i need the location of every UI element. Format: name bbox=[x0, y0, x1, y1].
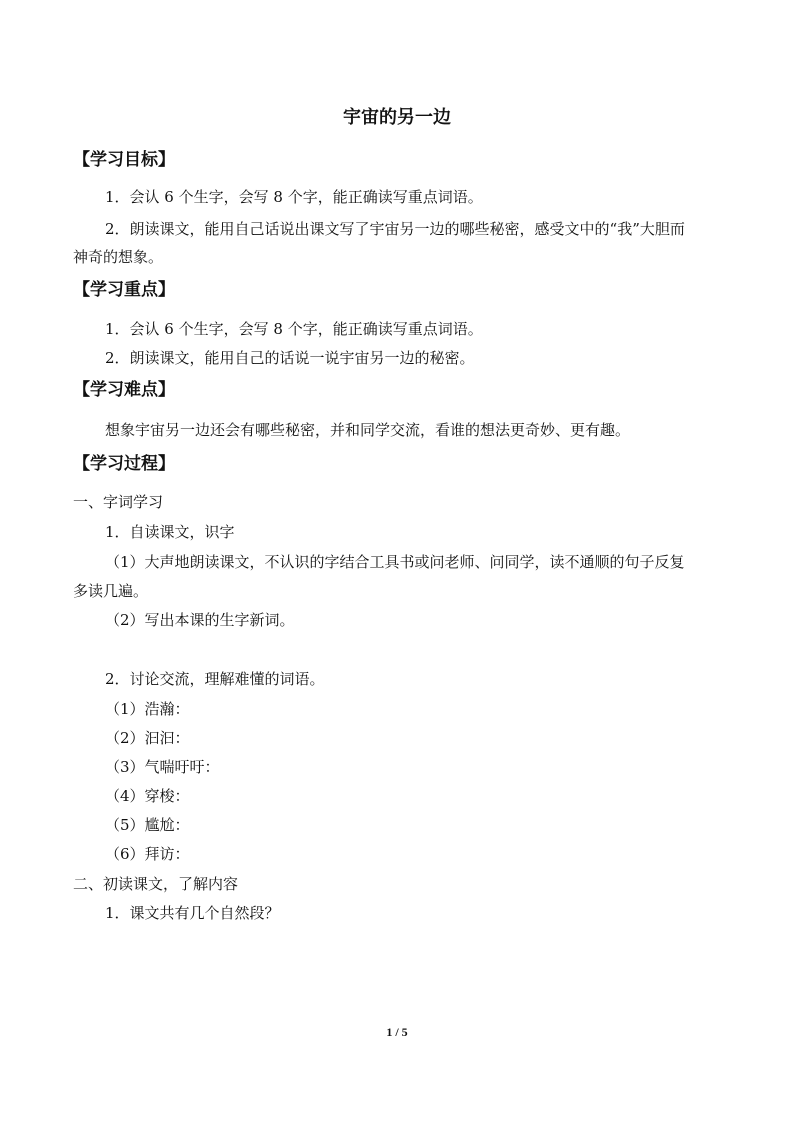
process-part-2-step-1: 1．课文共有几个自然段？ bbox=[105, 904, 280, 922]
page-number: 1 / 5 bbox=[386, 1025, 408, 1039]
process-part-2-heading: 二、初读课文，了解内容 bbox=[73, 875, 239, 893]
process-step-2: 2．讨论交流，理解难懂的词语。 bbox=[105, 670, 325, 688]
section-heading-process: 【学习过程】 bbox=[73, 454, 175, 474]
goals-item-2: 2．朗读课文，能用自己话说出课文写了宇宙另一边的哪些秘密，感受文中的“我”大胆而 bbox=[105, 220, 685, 238]
section-heading-difficulties: 【学习难点】 bbox=[73, 380, 175, 400]
vocab-item-5: （5）尴尬： bbox=[105, 816, 190, 834]
process-step-1: 1．自读课文，识字 bbox=[105, 523, 235, 541]
goals-item-2-continued: 神奇的想象。 bbox=[73, 248, 164, 266]
section-heading-goals: 【学习目标】 bbox=[73, 150, 175, 170]
goals-item-1: 1．会认 6 个生字，会写 8 个字，能正确读写重点词语。 bbox=[105, 188, 483, 206]
vocab-item-2: （2）汩汩： bbox=[105, 729, 190, 747]
key-points-item-1: 1．会认 6 个生字，会写 8 个字，能正确读写重点词语。 bbox=[105, 320, 483, 338]
vocab-item-4: （4）穿梭： bbox=[105, 787, 190, 805]
vocab-item-1: （1）浩瀚： bbox=[105, 700, 190, 718]
process-step-1-sub-1-continued: 多读几遍。 bbox=[73, 582, 149, 600]
section-heading-key-points: 【学习重点】 bbox=[73, 280, 175, 300]
process-part-1-heading: 一、字词学习 bbox=[73, 493, 164, 511]
process-step-1-sub-2: （2）写出本课的生字新词。 bbox=[105, 611, 295, 629]
key-points-item-2: 2．朗读课文，能用自己的话说一说宇宙另一边的秘密。 bbox=[105, 349, 475, 367]
difficulties-item-1: 想象宇宙另一边还会有哪些秘密，并和同学交流，看谁的想法更奇妙、更有趣。 bbox=[105, 421, 631, 439]
vocab-item-6: （6）拜访： bbox=[105, 845, 190, 863]
document-title: 宇宙的另一边 bbox=[343, 107, 451, 128]
vocab-item-3: （3）气喘吁吁： bbox=[105, 758, 220, 776]
process-step-1-sub-1: （1）大声地朗读课文，不认识的字结合工具书或问老师、问同学，读不通顺的句子反复 bbox=[105, 553, 685, 571]
